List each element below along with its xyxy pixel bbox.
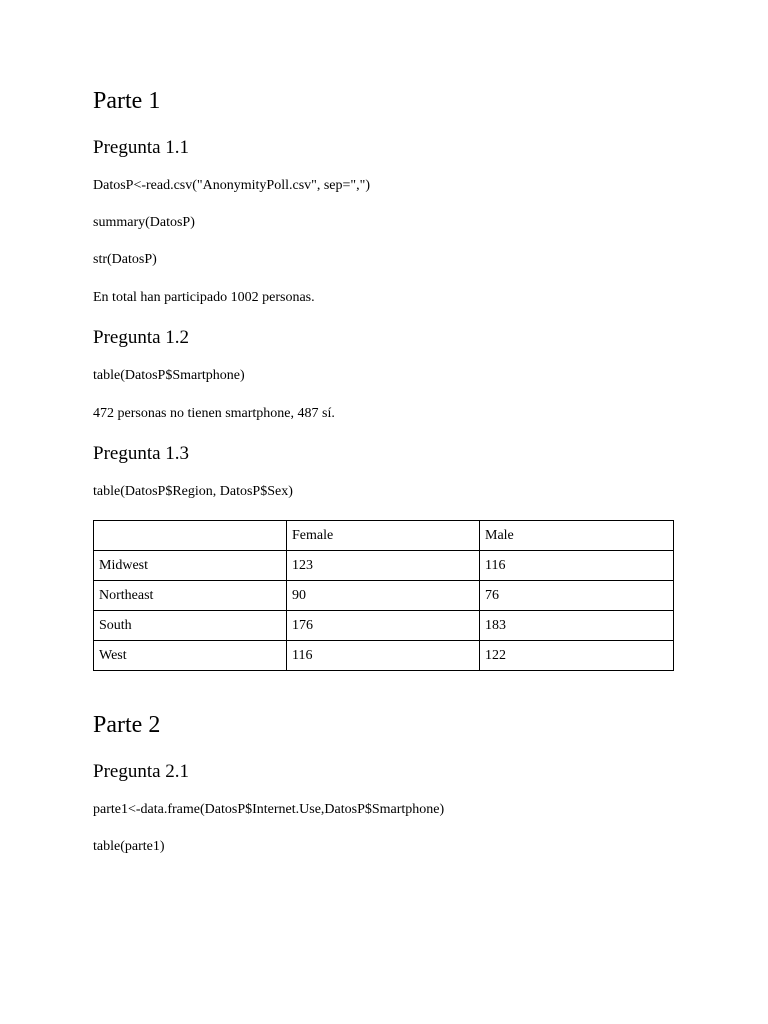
region-sex-table: [93, 520, 674, 671]
table-cell: 123: [287, 551, 480, 581]
code-line-read-csv: DatosP<-read.csv("AnonymityPoll.csv", sep=","): [93, 178, 371, 193]
heading-pregunta-1-3: Pregunta 1.3: [93, 443, 190, 464]
table-header-cell: [94, 521, 287, 551]
table-row: [94, 581, 674, 611]
code-line-summary: summary(DatosP): [93, 215, 195, 230]
table-row: [94, 641, 674, 671]
table-row: [94, 611, 674, 641]
code-line-table-parte1: table(parte1): [93, 839, 165, 854]
code-line-data-frame: parte1<-data.frame(DatosP$Internet.Use,DatosP$Smartphone): [93, 802, 445, 817]
code-line-str: str(DatosP): [93, 252, 157, 267]
table-row: [94, 551, 674, 581]
table-cell: 116: [480, 551, 674, 581]
code-line-table-region-sex: table(DatosP$Region, DatosP$Sex): [93, 484, 293, 499]
table-cell: 90: [287, 581, 480, 611]
table-cell: 183: [480, 611, 674, 641]
heading-pregunta-1-2: Pregunta 1.2: [93, 327, 190, 348]
table-cell: Northeast: [94, 581, 287, 611]
table-cell: 76: [480, 581, 674, 611]
table-cell: 176: [287, 611, 480, 641]
code-line-table-smartphone: table(DatosP$Smartphone): [93, 368, 245, 383]
table-cell: West: [94, 641, 287, 671]
heading-pregunta-2-1: Pregunta 2.1: [93, 761, 190, 782]
table-cell: South: [94, 611, 287, 641]
table-cell: Midwest: [94, 551, 287, 581]
table-header-row: [94, 521, 674, 551]
answer-text-1-1: En total han participado 1002 personas.: [93, 290, 315, 305]
table-header-cell: Female: [287, 521, 480, 551]
heading-pregunta-1-1: Pregunta 1.1: [93, 137, 190, 158]
table-cell: 122: [480, 641, 674, 671]
heading-parte-2: Parte 2: [93, 712, 161, 738]
answer-text-1-2: 472 personas no tienen smartphone, 487 sí.: [93, 406, 335, 421]
table-cell: 116: [287, 641, 480, 671]
heading-parte-1: Parte 1: [93, 88, 161, 114]
table-header-cell: Male: [480, 521, 674, 551]
